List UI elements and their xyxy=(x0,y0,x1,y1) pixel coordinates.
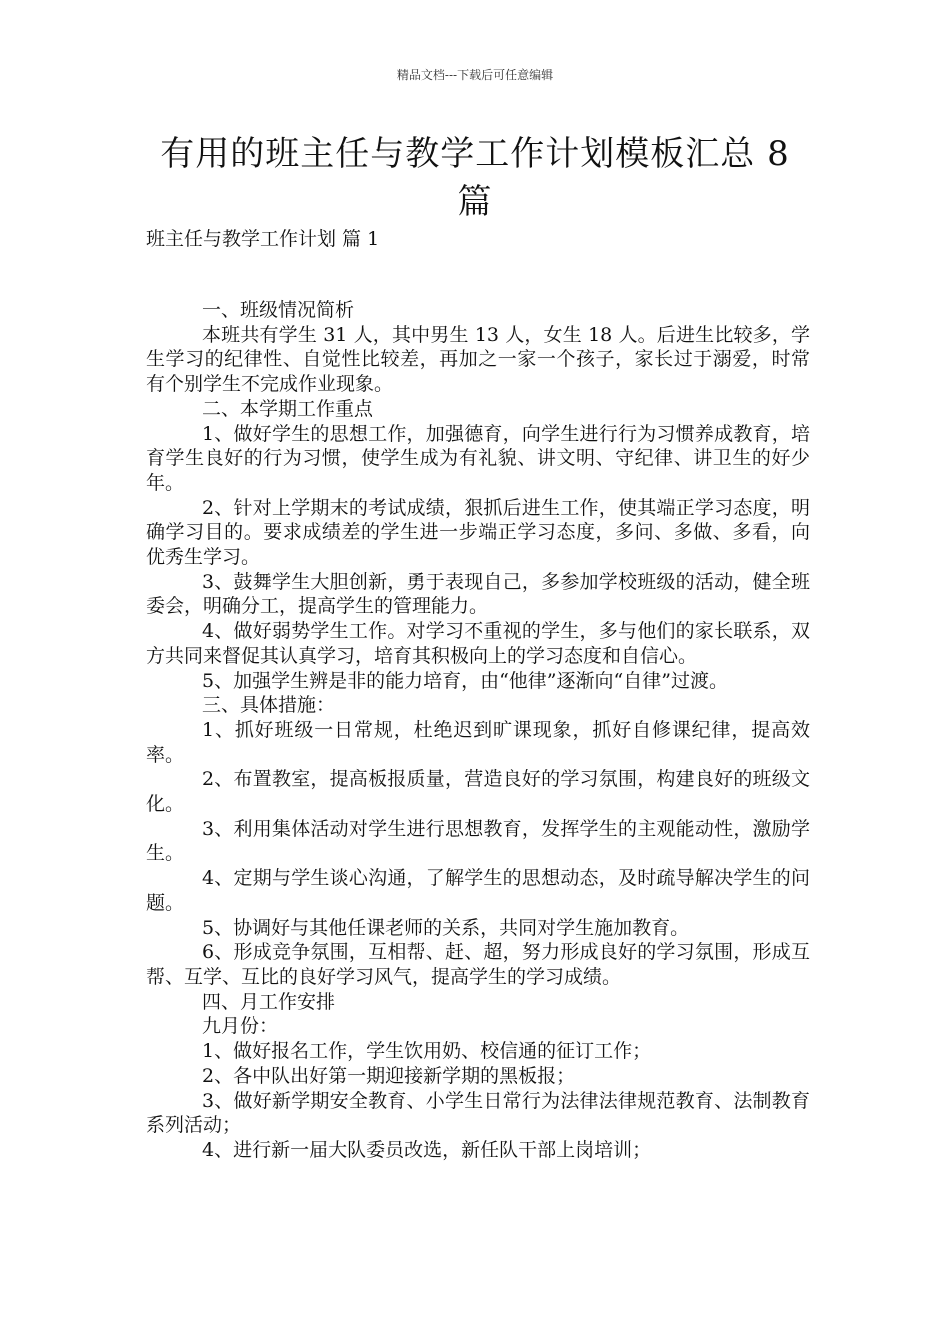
paragraph: 1、做好报名工作，学生饮用奶、校信通的征订工作； xyxy=(202,1040,652,1063)
paragraph: 5、加强学生辨是非的能力培育，由“他律”逐渐向“自律”过渡。 xyxy=(202,669,728,692)
paragraph: 本班共有学生 31 人，其中男生 13 人，女生 18 人。后进生比较多，学生学习的纪律性、自觉性比较差，再加之一家一个孩子，家长过于溺爱，时常有个别学生不完成作业现象。 xyxy=(146,323,810,396)
section-heading: 四、月工作安排 xyxy=(202,990,336,1013)
section-heading: 二、本学期工作重点 xyxy=(202,397,374,420)
document-title: 有用的班主任与教学工作计划模板汇总 8 篇 xyxy=(160,134,790,222)
paragraph: 5、协调好与其他任课老师的关系，共同对学生施加教育。 xyxy=(202,916,690,939)
paragraph: 4、做好弱势学生工作。对学习不重视的学生，多与他们的家长联系，双方共同来督促其认真学习，培育其积极向上的学习态度和自信心。 xyxy=(146,620,810,667)
paragraph: 1、做好学生的思想工作，加强德育，向学生进行行为习惯养成教育，培育学生良好的行为习惯，使学生成为有礼貌、讲文明、守纪律、讲卫生的好少年。 xyxy=(146,422,810,494)
paragraph: 4、定期与学生谈心沟通，了解学生的思想动态，及时疏导解决学生的问题。 xyxy=(146,867,810,914)
paragraph: 3、鼓舞学生大胆创新，勇于表现自己，多参加学校班级的活动，健全班委会，明确分工，提高学生的管理能力。 xyxy=(146,570,810,618)
paragraph: 1、抓好班级一日常规，杜绝迟到旷课现象，抓好自修课纪律，提高效率。 xyxy=(146,718,810,766)
paragraph: 6、形成竞争氛围，互相帮、赶、超，努力形成良好的学习氛围，形成互帮、互学、互比的良好学习风气，提高学生的学习成绩。 xyxy=(146,941,810,988)
header-note: 精品文档---下载后可任意编辑 xyxy=(396,68,554,82)
paragraph: 2、布置教室，提高板报质量，营造良好的学习氛围，构建良好的班级文化。 xyxy=(146,768,810,816)
section-subtitle: 班主任与教学工作计划 篇 1 xyxy=(146,228,380,250)
paragraph: 4、进行新一届大队委员改选，新任队干部上岗培训； xyxy=(202,1138,652,1161)
section-heading: 一、班级情况简析 xyxy=(202,299,355,321)
paragraph: 2、各中队出好第一期迎接新学期的黑板报； xyxy=(202,1064,576,1087)
section-heading: 三、具体措施： xyxy=(202,694,336,717)
month-heading: 九月份： xyxy=(202,1015,279,1038)
paragraph: 3、利用集体活动对学生进行思想教育，发挥学生的主观能动性，激励学生。 xyxy=(146,817,810,865)
paragraph: 3、做好新学期安全教育、小学生日常行为法律法律规范教育、法制教育系列活动； xyxy=(146,1089,810,1137)
document-body xyxy=(146,298,810,1163)
paragraph: 2、针对上学期末的考试成绩，狠抓后进生工作，使其端正学习态度，明确学习目的。要求成绩差的学生进一步端正学习态度，多问、多做、多看，向优秀生学习。 xyxy=(146,496,810,569)
